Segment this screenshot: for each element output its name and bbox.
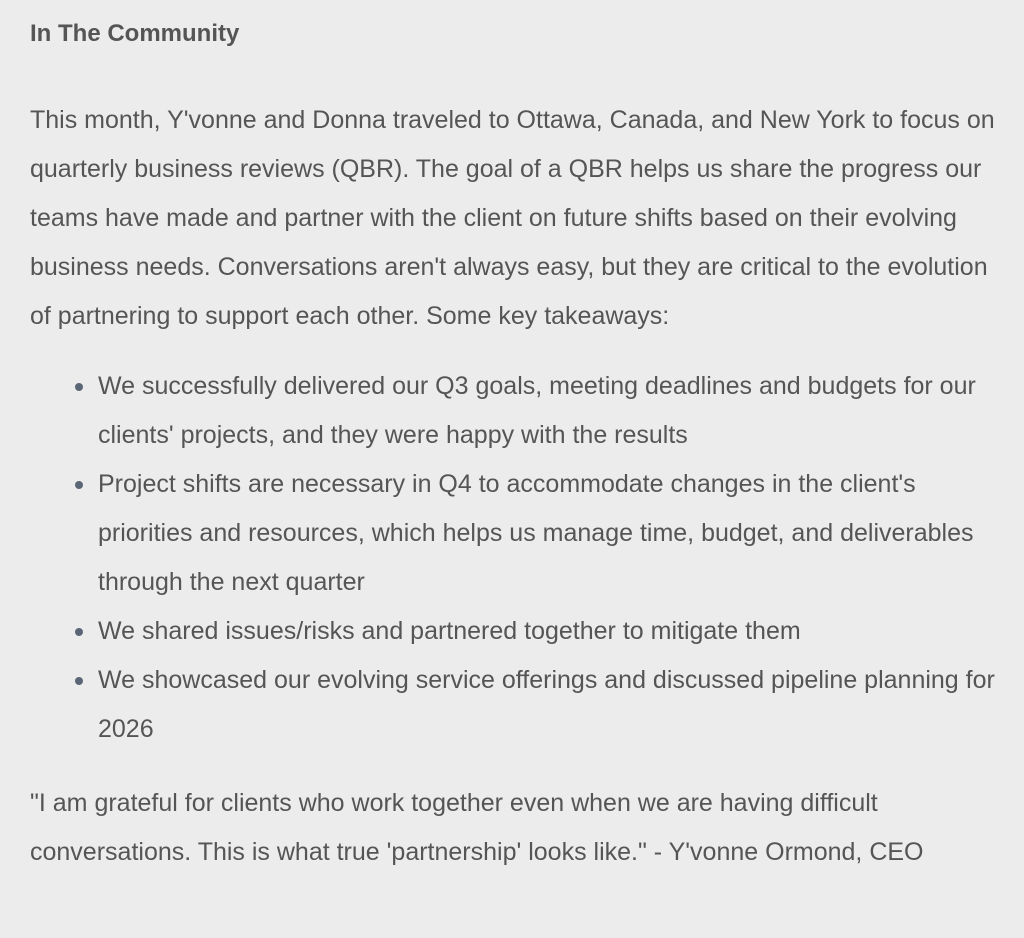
list-item (30, 362, 1000, 460)
list-item (30, 607, 1000, 656)
list-item-text: We showcased our evolving service offerings and discussed pipeline planning for 2026 (98, 666, 995, 743)
bullet-icon (75, 481, 83, 489)
section-title: In The Community (30, 20, 240, 47)
list-item-text: Project shifts are necessary in Q4 to accommodate changes in the client's priorities and resources, which helps us manage time, budget, and deliverables through the next quarter (98, 470, 974, 596)
list-item-text: We shared issues/risks and partnered together to mitigate them (98, 617, 801, 645)
bullet-icon (75, 628, 83, 636)
list-item (30, 656, 1000, 754)
ceo-quote: "I am grateful for clients who work together even when we are having difficult conversations. This is what true 'partnership' looks like." - Y'vonne Ormond, CEO (30, 789, 924, 866)
intro-paragraph: This month, Y'vonne and Donna traveled to Ottawa, Canada, and New York to focus on quarterly business reviews (QBR). The goal of a QBR helps us share the progress our teams have made and partner with the client on future shifts based on their evolving business needs. Conversations aren't always easy, but they are critical to the evolution of partnering to support each other. Some key takeaways: (30, 106, 995, 330)
community-section (30, 14, 1000, 877)
list-item (30, 460, 1000, 607)
bullet-icon (75, 383, 83, 391)
takeaways-list (30, 362, 1000, 754)
list-item-text: We successfully delivered our Q3 goals, meeting deadlines and budgets for our clients' projects, and they were happy with the results (98, 372, 976, 449)
bullet-icon (75, 677, 83, 685)
